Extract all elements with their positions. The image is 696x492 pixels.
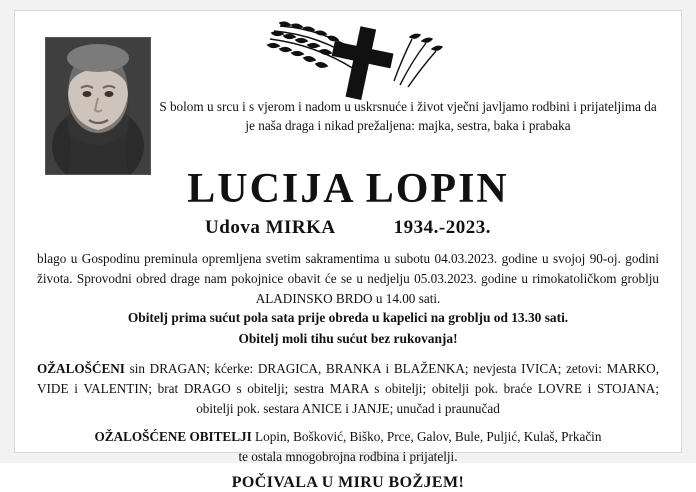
body-paragraph: blago u Gospodinu preminula opremljena svetim sakramentima u subotu 04.03.2023. godine u svojoj 90-oj. godini života. Sprovodni obred drage nam pokojnice obavit će se u nedjelju 05.03.2023. godine u rimokatoličkom groblju ALADINSKO BRDO u 14.00 sati.: [37, 251, 659, 306]
obituary-card: [14, 10, 682, 491]
families-block: [37, 427, 659, 467]
widow-label: Udova MIRKA: [205, 217, 336, 239]
condolences-line-1: Obitelj prima sućut pola sata prije obreda u kapelici na groblju od 13.30 sati.: [127, 310, 569, 326]
widow-and-years: [37, 217, 659, 239]
families-text-2: te ostala mnogobrojna rodbina i prijatelji.: [238, 449, 458, 465]
cross-with-wheat-icon: [37, 21, 659, 103]
condolences-line-2: Obitelj moli tihu sućut bez rukovanja!: [238, 331, 458, 347]
deceased-name: LUCIJA LOPIN: [187, 166, 509, 212]
mourners-label: OŽALOŠĆENI: [37, 361, 125, 377]
lead-text: S bolom u srcu i s vjerom i nadom u uskrsnuće i život vječni javljamo rodbini i prijateljima da je naša draga i nikad prežaljena: majka, sestra, baka i prabaka: [159, 99, 657, 134]
mourners-block: [37, 359, 659, 418]
closing-line: POČIVALA U MIRU BOŽJEM!: [231, 474, 465, 491]
families-label: OŽALOŠĆENE OBITELJI: [94, 429, 252, 445]
years-label: 1934.-2023.: [393, 217, 491, 239]
mourners-text: sin DRAGAN; kćerke: DRAGICA, BRANKA i BLAŽENKA; nevjesta IVICA; zetovi: MARKO, VIDE i VALENTIN; brat DRAGO s obitelji; sestra MARA s obitelji; obitelji pok. braće LOVRE i STOJANA; obitelji pok. sestara ANICE i JANJE; unučad i praunučad: [37, 361, 660, 416]
header-area: [37, 19, 659, 189]
families-text: Lopin, Bošković, Biško, Prce, Galov, Bule, Puljić, Kulaš, Prkačin: [255, 429, 602, 445]
